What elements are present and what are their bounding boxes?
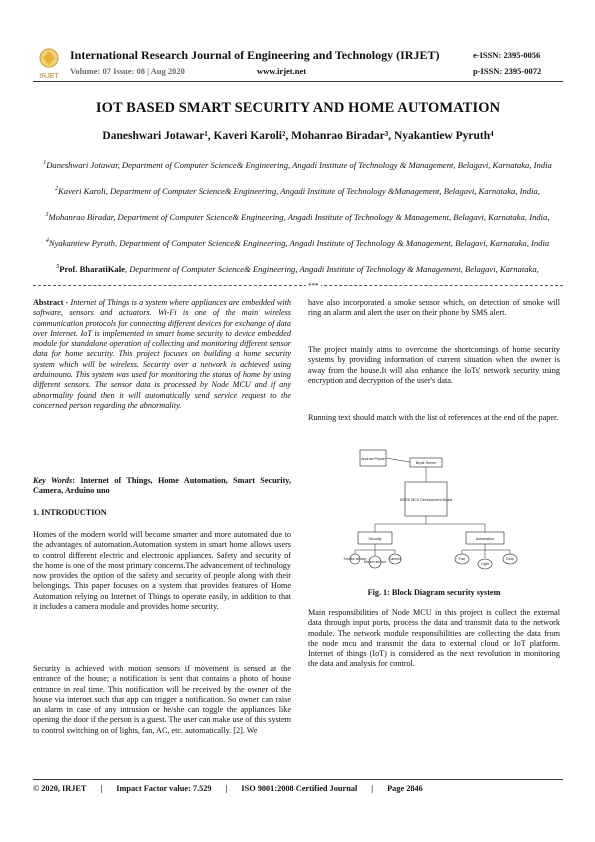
- author-list: Daneshwari Jotawar¹, Kaveri Karoli², Mohanrao Biradar³, Nyakantiew Pyruth⁴: [102, 130, 494, 142]
- section-heading-introduction: 1. INTRODUCTION: [33, 508, 107, 517]
- android-phone-label: Android Phone: [361, 457, 385, 461]
- node-mcu-label: NODE MCU Development Board: [399, 498, 453, 502]
- right-paragraph-1: have also incorporated a smoke sensor which, on detection of smoke will ring an alarm and alert the user on their phone by SMS alert.: [308, 298, 560, 318]
- block-diagram: [343, 444, 530, 576]
- right-paragraph-2: The project mainly aims to overcome the shortcomings of home security systems by providing information of current situation when the owner is away from the house.It will also enhance the IoTs' network security using encryption and decryption of the user's data.: [308, 345, 560, 385]
- svg-text:IRJET: IRJET: [39, 73, 59, 80]
- blynk-server-label: Blynk Server: [415, 461, 437, 465]
- automation-label: Automation: [475, 537, 495, 541]
- right-paragraph-4: Main responsibilities of Node MCU in this project is collect the external data through input ports, process the data and transmit data to the network module. The network module responsibilities are collecting the data from the node mcu and transmit the data to external cloud or IoT platform. Internet of things (IoT) is considered as the next revolution in monitoring the data and analysis for control.: [308, 608, 560, 669]
- footer-iso: ISO 9001:2008 Certified Journal: [241, 784, 358, 793]
- smoke-sensor-label: Smoke sensor: [343, 557, 367, 561]
- footer-rule: [33, 779, 563, 780]
- journal-website: www.irjet.net: [257, 66, 307, 76]
- header-rule: [33, 81, 563, 82]
- security-label: Security: [368, 537, 382, 541]
- affiliation-5: $^5$Prof. BharatiKale, Department of Computer Science& Engineering, Angadi Institute of Technology & Management, Belagavi, Karnataka,: [56, 263, 539, 274]
- e-issn: e-ISSN: 2395-0056: [473, 50, 541, 60]
- affiliation-4: $^4$Nyakantiew Pyruth, Department of Computer Science& Engineering, Angadi Institute of Technology & Management, Belagavi, Karnataka, India: [45, 237, 550, 248]
- camera-label: Camera: [388, 557, 402, 561]
- volume-issue: Volume: 07 Issue: 08 | Aug 2020: [70, 66, 185, 76]
- motion-sensor-label: Motion sensor: [363, 560, 387, 564]
- section-separator: [33, 285, 563, 286]
- journal-title: International Research Journal of Engineering and Technology (IRJET): [70, 48, 440, 62]
- keywords: Key Words: Internet of Things, Home Automation, Smart Security, Camera, Arduino uno: [33, 476, 291, 496]
- separator-stars: ***: [308, 282, 319, 290]
- intro-paragraph-2: Security is achieved with motion sensors if movement is sensed at the entrance of the house; a notification is sent that contains a photo of house entrance in real time. This notification will be received by the owner of the house via internet such that app can trigger a notification. So owner can raise an alarm in case of any intrusion or he/she can toggle the appliances like opening the door if the person is a guest. The user can make use of this system to control switching on of lights, fan, AC, etc. automatically. [2]. We: [33, 664, 291, 735]
- paper-title: IOT BASED SMART SECURITY AND HOME AUTOMATION: [95, 100, 501, 116]
- footer-impact-factor: Impact Factor value: 7.529: [116, 784, 212, 793]
- figure-caption: Fig. 1: Block Diagram security system: [367, 588, 501, 597]
- irjet-logo: [33, 46, 65, 80]
- affiliation-1: $^1$Daneshwari Jotawar, Department of Computer Science& Engineering, Angadi Institute of Technology & Management, Belagavi, Karnataka, India: [43, 159, 552, 170]
- right-paragraph-3: Running text should match with the list of references at the end of the paper.: [308, 413, 559, 422]
- abstract-label: Abstract -: [33, 298, 69, 307]
- door-label: Door: [506, 557, 514, 561]
- abstract-text: Internet of Things is a system where appliances are embedded with software, sensors and actuators. Wi-Fi is one of the main wireless communication protocols for connecting different devices for exchange of data over Internet. IoT is implemented in smart home security to device embedded module for standalone operation of collecting and monitoring different sensor data for home security. This project focuses on building a home security system which will be wireless. Security over a network is achieved using arduinouno. This system was used for monitoring the status of home by using different sensors. The sensor data is processed by Node MCU and if any abnormality found then it will automatically send service request to the concerned person regarding the abnormality.: [33, 298, 292, 410]
- fan-label: Fan: [458, 557, 466, 561]
- intro-paragraph-1: Homes of the modern world will become smarter and more automated due to the advantages of automation.Automation system in smart home allows users to control different electric and electronic appliances. Safety and security of the home is one of the most primary concerns.The advancement of technology now provides the option of the safety and security of people along with their belongings. This paper focuses on a system that provides features of Home Automation relying on Internet of Things to operate easily, in addition to that it includes a camera module and provides home security.: [33, 530, 291, 612]
- abstract: [33, 298, 291, 411]
- footer-copyright: © 2020, IRJET: [33, 784, 87, 793]
- light-label: Light: [481, 562, 489, 566]
- affiliation-3: $^3$Mohanrao Biradar, Department of Computer Science& Engineering, Angadi Institute of Technology & Management, Belagavi, Karnataka, India,: [45, 211, 550, 222]
- p-issn: p-ISSN: 2395-0072: [473, 66, 542, 76]
- page-number: Page 2846: [387, 784, 423, 793]
- affiliation-2: $^2$Kaveri Karoli, Department of Computer Science& Engineering, Angadi Institute of Technology &Management, Belagavi, Karnataka, India,: [55, 185, 540, 196]
- page-footer: © 2020, IRJET | Impact Factor value: 7.529 | ISO 9001:2008 Certified Journal | Page 2846: [33, 784, 423, 793]
